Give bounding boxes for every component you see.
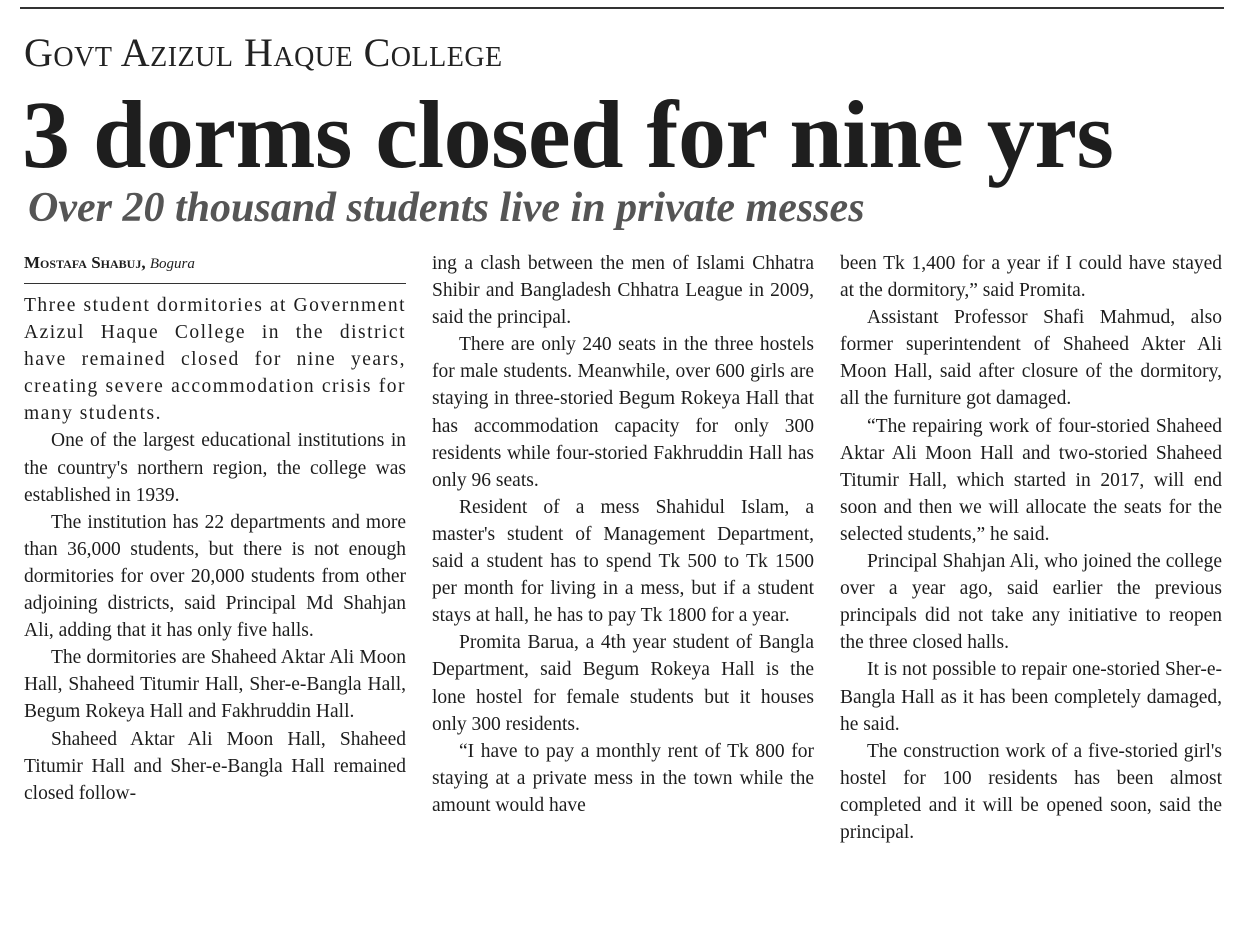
- paragraph: Principal Shahjan Ali, who joined the college over a year ago, said earlier the previous principals did not take any initiative to reopen the three closed halls.: [840, 551, 1222, 654]
- paragraph: The dormitories are Shaheed Aktar Ali Moon Hall, Shaheed Titumir Hall, Sher-e-Bangla Hall, Begum Rokeya Hall and Fakhruddin Hall.: [24, 647, 406, 723]
- paragraph: ing a clash between the men of Islami Chhatra Shibir and Bangladesh Chhatra League in 2009, said the principal.: [432, 253, 814, 329]
- headline: 3 dorms closed for nine yrs: [22, 81, 1114, 188]
- paragraph: It is not possible to repair one-storied Sher-e-Bangla Hall as it has been completely damaged, he said.: [840, 659, 1222, 735]
- kicker: Govt Azizul Haque College: [24, 30, 503, 75]
- paragraph: Shaheed Aktar Ali Moon Hall, Shaheed Titumir Hall and Sher-e-Bangla Hall remained closed follow-: [24, 728, 406, 804]
- column-1: [24, 250, 406, 925]
- paragraph: Assistant Professor Shafi Mahmud, also former superintendent of Shaheed Akter Ali Moon Hall, said after closure of the dormitory, all the furniture got damaged.: [840, 307, 1222, 410]
- article-body: [24, 250, 1224, 925]
- paragraph: One of the largest educational institutions in the country's northern region, the college was established in 1939.: [24, 430, 406, 506]
- byline-place: Bogura: [149, 256, 195, 272]
- byline-author: Mostafa Shabuj,: [24, 253, 146, 272]
- column-2: [432, 250, 814, 925]
- paragraph: Three student dormitories at Government Azizul Haque College in the district have remained closed for nine years, creating severe accommodation crisis for many students.: [24, 295, 406, 425]
- paragraph: Resident of a mess Shahidul Islam, a master's student of Management Department, said a student has to spend Tk 500 to Tk 1500 per month for living in a mess, but if a student stays at hall, he has to pay Tk 1800 for a year.: [432, 496, 814, 627]
- paragraph: The construction work of a five-storied girl's hostel for 100 residents has been almost completed and it will be opened soon, said the principal.: [840, 740, 1222, 843]
- top-rule: [20, 7, 1224, 9]
- paragraph: been Tk 1,400 for a year if I could have stayed at the dormitory,” said Promita.: [840, 253, 1222, 302]
- column-3: [840, 250, 1222, 925]
- byline: [24, 250, 406, 284]
- paragraph: There are only 240 seats in the three hostels for male students. Meanwhile, over 600 girls are staying in three-storied Begum Rokeya Hall that has accommodation capacity for only 300 residents while four-storied Fakhruddin Hall has only 96 seats.: [432, 334, 814, 491]
- subhead: Over 20 thousand students live in private messes: [28, 185, 865, 231]
- paragraph: Promita Barua, a 4th year student of Bangla Department, said Begum Rokeya Hall is the lone hostel for female students but it houses only 300 residents.: [432, 632, 814, 735]
- paragraph: “I have to pay a monthly rent of Tk 800 for staying at a private mess in the town while the amount would have: [432, 740, 814, 816]
- paragraph: The institution has 22 departments and more than 36,000 students, but there is not enough dormitories for over 20,000 students from other adjoining districts, said Principal Md Shahjan Ali, adding that it has only five halls.: [24, 511, 406, 642]
- paragraph: “The repairing work of four-storied Shaheed Aktar Ali Moon Hall and two-storied Shaheed Titumir Hall, which started in 2017, will end soon and then we will allocate the seats for the selected students,” he said.: [840, 415, 1222, 545]
